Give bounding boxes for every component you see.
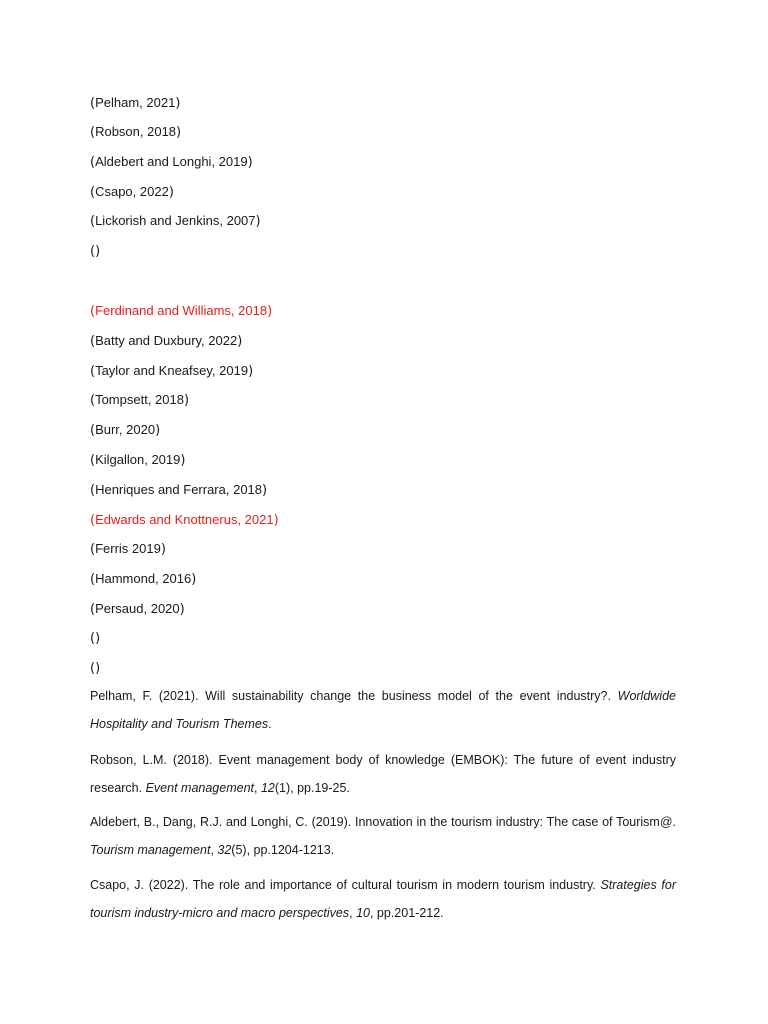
- citation-item-highlighted: (Ferdinand and Williams, 2018): [90, 303, 273, 319]
- reference-volume: 32: [217, 843, 232, 857]
- citation-text: Batty and Duxbury, 2022: [95, 333, 238, 348]
- citation-text: Lickorish and Jenkins, 2007: [95, 213, 256, 228]
- reference-text: Robson, L.M. (2018). Event management body of knowledge (EMBOK): The future of event industry research.: [90, 753, 676, 795]
- reference-text: Pelham, F. (2021). Will sustainability change the business model of the event industry?.: [90, 689, 618, 703]
- citation-text: Csapo, 2022: [95, 184, 169, 199]
- reference-journal: Event management: [145, 781, 254, 795]
- citation-text: Robson, 2018: [95, 124, 177, 139]
- citation-item-empty: (): [90, 661, 101, 676]
- reference-mid: ,: [210, 843, 218, 857]
- citation-text: Tompsett, 2018: [95, 392, 184, 407]
- reference-text: Aldebert, B., Dang, R.J. and Longhi, C. (2019). Innovation in the tourism industry: The case of Tourism@.: [90, 815, 676, 829]
- reference-volume: 10: [356, 906, 370, 920]
- citation-item: (Taylor and Kneafsey, 2019): [90, 363, 254, 379]
- reference-mid: ,: [349, 906, 357, 920]
- reference-volume: 12: [260, 781, 275, 795]
- citation-item: (Batty and Duxbury, 2022): [90, 333, 243, 349]
- citation-item: (Hammond, 2016): [90, 571, 197, 587]
- reference-suffix: , pp.201-212.: [369, 906, 444, 920]
- reference-journal: Tourism management: [90, 843, 211, 857]
- citation-text: Henriques and Ferrara, 2018: [95, 482, 263, 497]
- citation-text: Kilgallon, 2019: [95, 452, 181, 467]
- citation-text: Ferdinand and Williams, 2018: [95, 303, 268, 318]
- citation-item: (Kilgallon, 2019): [90, 452, 186, 468]
- citation-item-empty: (): [90, 631, 101, 646]
- citation-item-highlighted: (Edwards and Knottnerus, 2021): [90, 512, 279, 528]
- citation-text: Burr, 2020: [95, 422, 156, 437]
- reference-suffix: .: [268, 717, 272, 731]
- citation-item: (Burr, 2020): [90, 422, 161, 438]
- reference-text: Csapo, J. (2022). The role and importance of cultural tourism in modern tourism industry.: [90, 878, 601, 892]
- citation-item: (Pelham, 2021): [90, 95, 181, 111]
- citation-item: (Tompsett, 2018): [90, 392, 190, 408]
- citation-text: Taylor and Kneafsey, 2019: [95, 363, 249, 378]
- citation-item: (Aldebert and Longhi, 2019): [90, 154, 253, 170]
- citation-text: Persaud, 2020: [95, 601, 180, 616]
- citation-item: (Persaud, 2020): [90, 601, 185, 617]
- citation-item: (Ferris 2019): [90, 541, 166, 557]
- reference-entry: [90, 746, 676, 802]
- citation-text: Ferris 2019: [95, 541, 161, 556]
- reference-mid: ,: [254, 781, 261, 795]
- reference-entry: [90, 871, 676, 927]
- citation-item: (Lickorish and Jenkins, 2007): [90, 213, 261, 229]
- citation-text: Edwards and Knottnerus, 2021: [95, 512, 274, 527]
- citation-item-empty: (): [90, 244, 101, 259]
- citation-item: (Henriques and Ferrara, 2018): [90, 482, 268, 498]
- reference-entry: [90, 808, 676, 864]
- reference-suffix: (1), pp.19-25.: [274, 781, 350, 795]
- citation-item: (Csapo, 2022): [90, 184, 174, 200]
- citation-text: Pelham, 2021: [95, 95, 176, 110]
- citation-text: Aldebert and Longhi, 2019: [95, 154, 248, 169]
- reference-journal: Strategies for tourism industry-micro and macro perspectives: [90, 878, 676, 920]
- reference-entry: [90, 682, 676, 738]
- reference-suffix: (5), pp.1204-1213.: [231, 843, 335, 857]
- reference-journal: Worldwide Hospitality and Tourism Themes: [90, 689, 676, 731]
- citation-text: Hammond, 2016: [95, 571, 192, 586]
- citation-item: (Robson, 2018): [90, 124, 182, 140]
